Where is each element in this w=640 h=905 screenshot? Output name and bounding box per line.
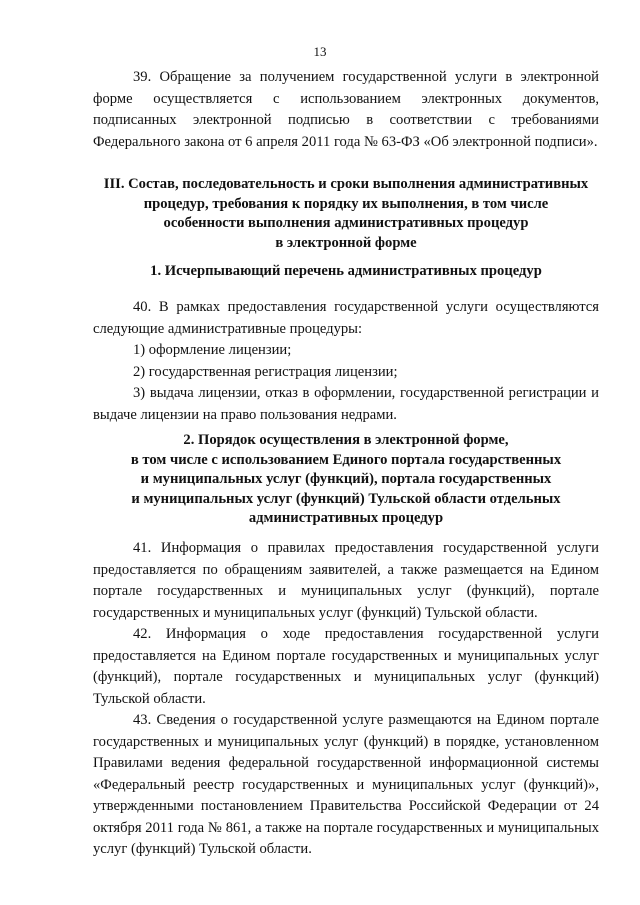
section-3-heading-line-3: особенности выполнения административных процедур	[163, 215, 529, 231]
paragraph-39: 39. Обращение за получением государственной услуги в электронной форме осуществляется с использованием электронных документов, подписанных электронной подписью в соответствии с требованиями Федерального закона от 6 апреля 2011 года № 63-ФЗ «Об электронной подписи».	[93, 69, 599, 150]
page-number: 13	[313, 44, 327, 59]
paragraph-43: 43. Сведения о государственной услуге размещаются на Едином портале государственных и муниципальных услуг (функций) в порядке, установленном Правилами ведения федеральной государственной информационной системы «Федеральный реестр государственных и муниципальных услуг (функций)», утвержденными постановлением Правительства Российской Федерации от 24 октября 2011 года № 861, а также на портале государственных и муниципальных услуг (функций) Тульской области.	[93, 712, 599, 857]
subsection-1-heading-block	[93, 262, 599, 282]
subsection-2-heading-line-2: в том числе с использованием Единого портала государственных	[130, 451, 562, 468]
section-3-heading-line-2: процедур, требования к порядку их выполнения, в том числе	[143, 195, 549, 212]
list-item-2: 2) государственная регистрация лицензии;	[133, 363, 398, 380]
paragraph-42: 42. Информация о ходе предоставления государственной услуги предоставляется на Едином портале государственных и муниципальных услуг (функций), портале государственных и муниципальных услуг (функций) Тульской области.	[93, 626, 599, 707]
subsection-2-heading-line-1: 2. Порядок осуществления в электронной форме,	[183, 432, 509, 448]
section-3-heading	[93, 175, 599, 253]
subsection-1-heading: 1. Исчерпывающий перечень административных процедур	[150, 263, 542, 279]
subsection-2-heading-line-4: и муниципальных услуг (функций) Тульской области отдельных	[131, 490, 561, 507]
subsection-2-heading-line-5: административных процедур	[248, 510, 444, 526]
list-item-3: 3) выдача лицензии, отказ в оформлении, государственной регистрации и выдаче лицензии на право пользования недрами.	[93, 385, 599, 423]
paragraph-39-block	[93, 67, 599, 153]
section-3-heading-line-4: в электронной форме	[275, 234, 417, 251]
list-item-1: 1) оформление лицензии;	[133, 342, 292, 358]
paragraph-40-block	[93, 297, 599, 426]
subsection-2-heading	[93, 431, 599, 529]
section-3-heading-line-1: III. Состав, последовательность и сроки выполнения административных	[103, 176, 589, 192]
paragraph-41: 41. Информация о правилах предоставления государственной услуги предоставляется по обращениям заявителей, а также размещается на Едином портале государственных и муниципальных услуг (функций), портале государственных и муниципальных услуг (функций) Тульской области.	[93, 540, 599, 621]
paragraph-40: 40. В рамках предоставления государственной услуги осуществляются следующие административные процедуры:	[93, 299, 599, 337]
subsection-2-heading-line-3: и муниципальных услуг (функций), портала государственных	[140, 471, 552, 487]
paragraphs-41-43-block	[93, 538, 599, 861]
